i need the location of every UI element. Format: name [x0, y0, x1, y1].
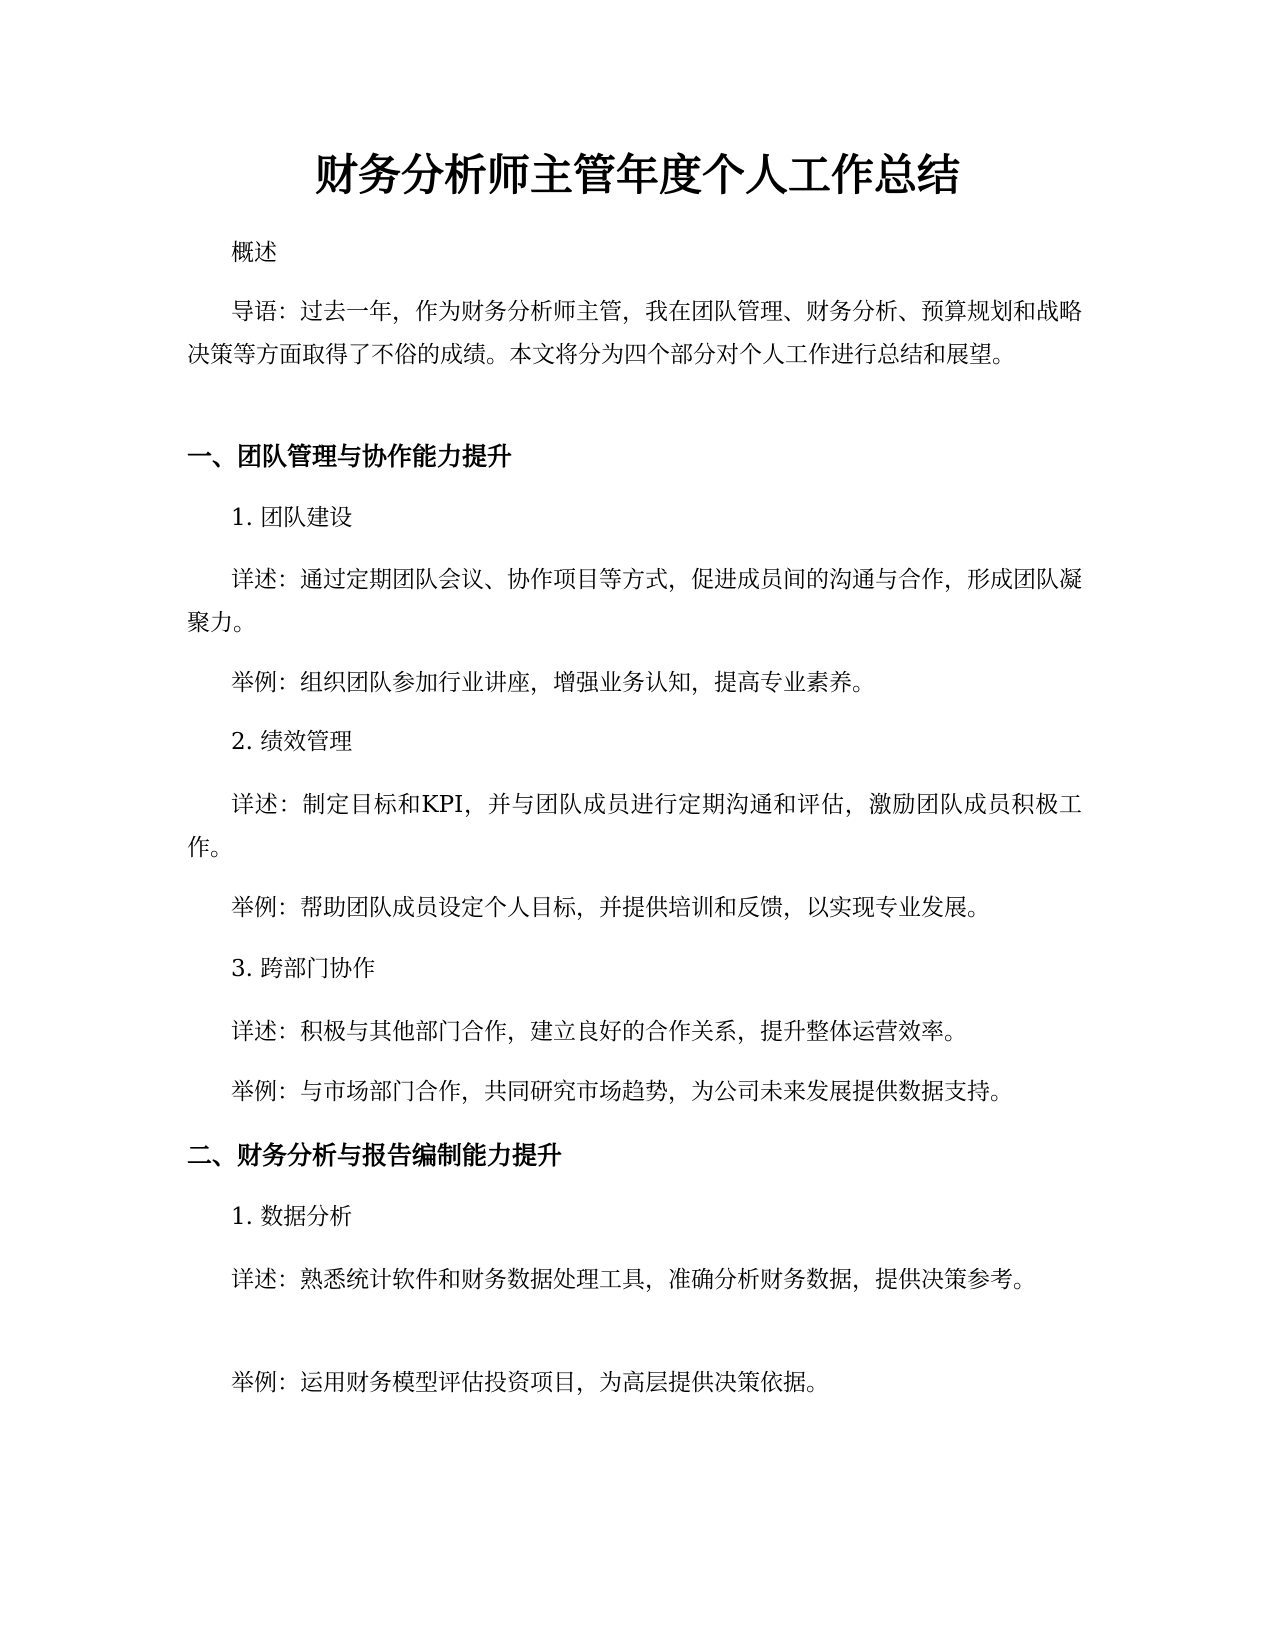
section2-item1-title: 1. 数据分析 [231, 1204, 353, 1230]
section2-heading: 二、财务分析与报告编制能力提升 [187, 1141, 563, 1170]
intro-paragraph: 导语：过去一年，作为财务分析师主管，我在团队管理、财务分析、预算规划和战略决策等方面取得了不俗的成绩。本文将分为四个部分对个人工作进行总结和展望。 [187, 299, 1082, 368]
section1-item3-detail: 详述：积极与其他部门合作，建立良好的合作关系，提升整体运营效率。 [231, 1019, 967, 1045]
section1-heading: 一、团队管理与协作能力提升 [187, 442, 513, 471]
overview-label: 概述 [231, 240, 277, 266]
section1-item2-detail: 详述：制定目标和KPI，并与团队成员进行定期沟通和评估，激励团队成员积极工作。 [187, 792, 1082, 861]
document-title: 财务分析师主管年度个人工作总结 [315, 151, 960, 201]
section1-item2-title: 2. 绩效管理 [231, 729, 353, 755]
section1-item1-detail: 详述：通过定期团队会议、协作项目等方式，促进成员间的沟通与合作，形成团队凝聚力。 [187, 567, 1082, 636]
section1-item3-example: 举例：与市场部门合作，共同研究市场趋势，为公司未来发展提供数据支持。 [231, 1079, 1013, 1105]
section1-item2-example: 举例：帮助团队成员设定个人目标，并提供培训和反馈，以实现专业发展。 [231, 895, 990, 921]
section1-item1-title: 1. 团队建设 [231, 505, 353, 531]
section1-item3-title: 3. 跨部门协作 [231, 956, 376, 982]
section2-item1-example: 举例：运用财务模型评估投资项目，为高层提供决策依据。 [231, 1370, 829, 1396]
section1-item1-example: 举例：组织团队参加行业讲座，增强业务认知，提高专业素养。 [231, 670, 875, 696]
section2-item1-detail: 详述：熟悉统计软件和财务数据处理工具，准确分析财务数据，提供决策参考。 [231, 1267, 1036, 1293]
